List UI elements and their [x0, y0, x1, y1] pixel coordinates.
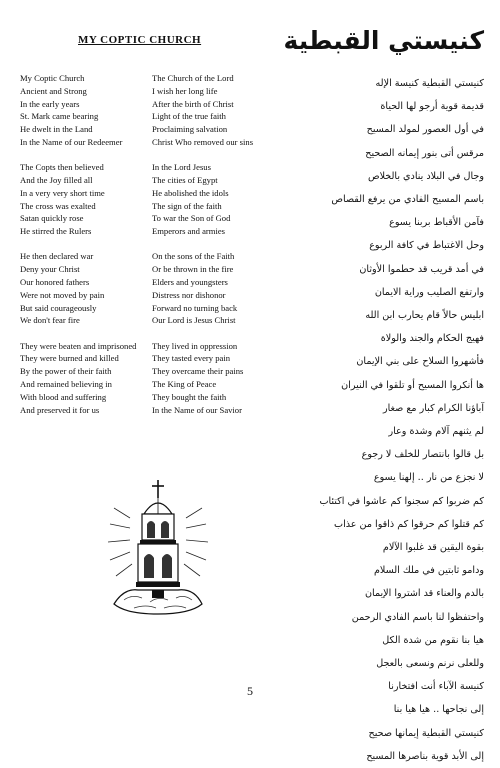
poem-line: They were burned and killed — [20, 353, 119, 364]
arabic-poem-line: واحتفظوا لنا باسم الفادي الرحمن — [351, 611, 484, 623]
poem-line: The Copts then believed — [20, 162, 104, 173]
stanza — [20, 340, 148, 417]
poem-line: Our Lord is Jesus Christ — [152, 315, 236, 326]
poem-line: With blood and suffering — [20, 391, 107, 402]
arabic-poem-line: لا نجزع من نار .. إلهنا يسوع — [373, 472, 484, 484]
poem-line: Ancient and Strong — [20, 85, 87, 96]
arabic-poem-line: هيا بنا نقوم من شدة الكل — [382, 634, 484, 646]
stanza — [152, 161, 274, 238]
arabic-poem-line: فهيج الحكام والجند والولاة — [380, 333, 484, 345]
poem-line: He abolished the idols — [152, 187, 229, 198]
stanza — [152, 340, 274, 417]
arabic-poem-line: آباؤنا الكرام كبار مع صغار — [382, 402, 484, 414]
poem-line: In the Name of our Redeemer — [20, 136, 123, 147]
poem-line: In the Lord Jesus — [152, 162, 211, 173]
poem-line: In a very very short time — [20, 187, 105, 198]
english-column-right — [152, 72, 274, 429]
poem-line: Christ Who removed our sins — [152, 136, 254, 147]
poem-line: Distress nor dishonor — [152, 289, 226, 300]
page-number: 5 — [247, 684, 253, 698]
poem-line: To war the Son of God — [152, 213, 231, 224]
arabic-poem-line: كم قتلوا كم حرقوا كم ذاقوا من عذاب — [334, 518, 484, 530]
arabic-poem-line: في أول العصور لمولد المسيح — [366, 124, 484, 136]
poem-line: The Church of the Lord — [152, 73, 234, 83]
poem-line: Deny your Christ — [20, 264, 80, 275]
arabic-poem-line: كنيسة الآباء أنت افتخارنا — [388, 681, 484, 693]
arabic-poem-line: وللعلى نرنم ونسعى بالعجل — [376, 658, 484, 670]
stanza — [152, 72, 274, 149]
poem-line: They tasted every pain — [152, 353, 231, 364]
poem-line: They were beaten and imprisoned — [20, 340, 137, 351]
arabic-poem-line: وجال في البلاد ينادي بالخلاص — [367, 170, 484, 182]
poem-line: Emperors and armies — [152, 226, 226, 237]
poem-line: Or be thrown in the fire — [152, 264, 234, 275]
poem-line: And preserved it for us — [20, 404, 100, 415]
poem-line: We don't fear fire — [20, 315, 80, 326]
poem-line: The King of Peace — [152, 378, 217, 389]
stanza — [20, 250, 148, 327]
poem-line: My Coptic Church — [20, 73, 85, 83]
poem-line: The cross was exalted — [20, 200, 96, 211]
poem-line: The cities of Egypt — [152, 174, 218, 185]
english-column-left — [20, 72, 148, 429]
poem-line: Proclaiming salvation — [152, 124, 228, 135]
poem-line: On the sons of the Faith — [152, 251, 235, 262]
poem-line: And the Joy filled all — [20, 174, 93, 185]
stanza — [20, 161, 148, 238]
church-illustration — [94, 478, 222, 626]
poem-line: Elders and youngsters — [152, 276, 228, 287]
poem-line: Our honored fathers — [20, 276, 90, 287]
arabic-poem-line: في أمد قريب قد حطموا الأوثان — [359, 263, 484, 275]
arabic-poem-line: إلى الأبد قوية بناصرها المسيح — [366, 750, 484, 762]
arabic-poem-line: فأشهروا السلاح على بني الإيمان — [356, 356, 484, 368]
poem-line: And remained believing in — [20, 378, 112, 389]
poem-line: They overcame their pains — [152, 366, 244, 377]
poem-line: He dwelt in the Land — [20, 124, 93, 135]
arabic-poem-line: ها أنكروا المسيح أو تلقوا في النيران — [341, 379, 484, 391]
arabic-poem-line: كنيستي القبطية إيمانها صحيح — [368, 727, 484, 739]
arabic-poem-line: لم يثنهم آلام وشدة وعار — [388, 426, 484, 438]
arabic-poem-line: قديمة قوية أرجو لها الحياة — [380, 101, 484, 113]
arabic-poem-line: مرقس أتى بنور إيمانه الصحيح — [365, 147, 484, 159]
poem-line: The sign of the faith — [152, 200, 222, 211]
arabic-poem-column — [264, 72, 484, 768]
poem-line: After the birth of Christ — [152, 98, 234, 109]
poem-line: St. Mark came bearing — [20, 111, 99, 122]
arabic-poem-line: كنيستي القبطية كنيسة الإله — [375, 78, 484, 89]
arabic-title: كنيستي القبطية — [283, 26, 484, 55]
arabic-poem-line: بل قالوا بانتصار للخلف لا رجوع — [361, 449, 484, 461]
arabic-poem-line: فآمن الأقباط بربنا يسوع — [389, 217, 484, 229]
english-title: MY COPTIC CHURCH — [78, 34, 202, 46]
stanza — [20, 72, 148, 149]
poem-line: I wish her long life — [152, 85, 218, 96]
poem-line: He stirred the Rulers — [20, 226, 92, 237]
poem-line: They lived in oppression — [152, 340, 238, 351]
arabic-poem-line: ودامو ثابتين في ملك السلام — [373, 565, 484, 577]
poem-line: Forward no turning back — [152, 302, 238, 313]
poem-line: But said courageously — [20, 302, 97, 313]
poem-line: By the power of their faith — [20, 366, 112, 377]
arabic-poem-line: ابليس حالاً قام يحارب ابن الله — [365, 310, 484, 322]
poem-line: They bought the faith — [152, 391, 227, 402]
poem-line: Light of the true faith — [152, 111, 226, 122]
poem-line: In the Name of our Savior — [152, 404, 242, 415]
stanza — [152, 250, 274, 327]
arabic-poem-line: وحل الاغتباط في كافة الربوع — [369, 240, 484, 252]
arabic-poem-line: بالدم والعناء قد اشتروا الإيمان — [364, 588, 484, 600]
arabic-poem-line: باسم المسيح الفادي من يرفع القصاص — [331, 194, 484, 206]
poem-line: He then declared war — [20, 251, 94, 262]
poem-line: Satan quickly rose — [20, 213, 84, 224]
arabic-poem-line: بقوة اليقين قد غلبوا الآلام — [382, 542, 484, 554]
arabic-poem-line: كم ضربوا كم سجنوا كم عاشوا في اكتئاب — [319, 495, 484, 507]
poem-line: In the early years — [20, 98, 80, 109]
arabic-poem-line: إلى نجاحها .. هيا هيا بنا — [393, 704, 484, 716]
poem-line: Were not moved by pain — [20, 289, 105, 300]
arabic-poem-line: وارتفع الصليب وراية الايمان — [374, 286, 484, 298]
